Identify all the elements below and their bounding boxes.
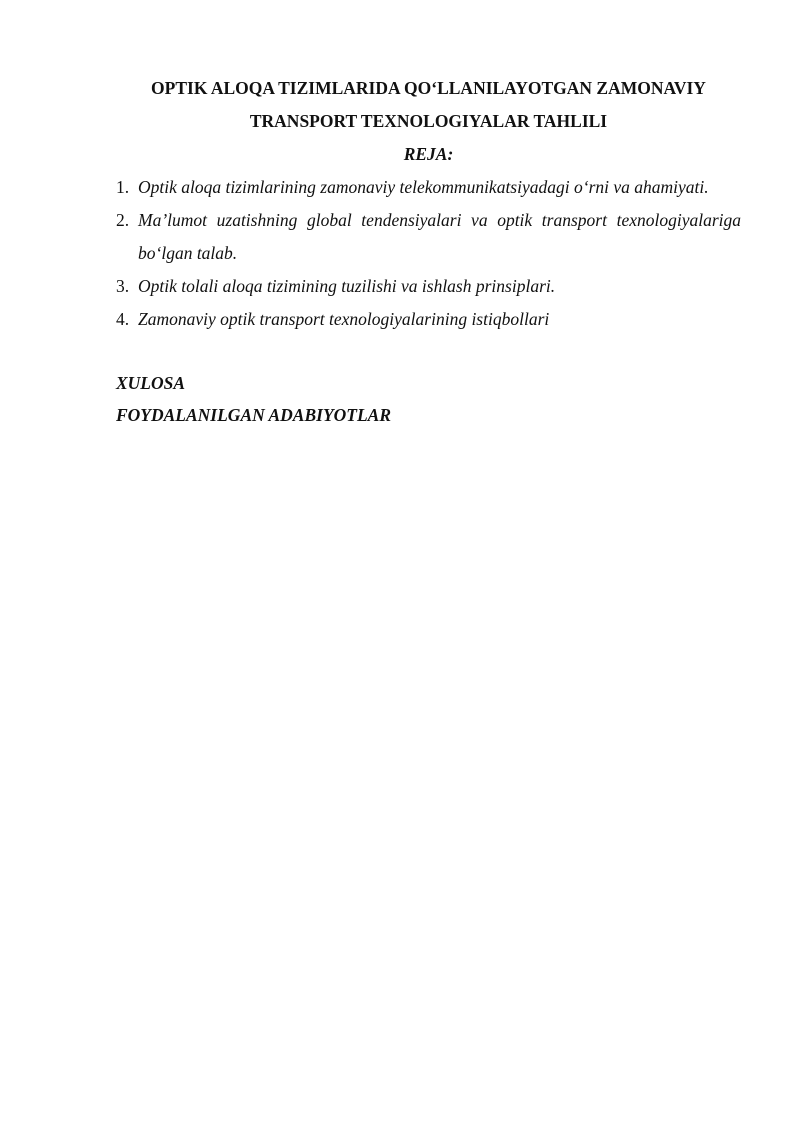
plan-item-3 — [116, 270, 741, 303]
references-heading: FOYDALANILGAN ADABIYOTLAR — [116, 405, 392, 425]
conclusion-heading: XULOSA — [116, 373, 186, 393]
plan-list — [116, 171, 741, 336]
plan-item-1 — [116, 171, 741, 204]
title-line-2: TRANSPORT TEXNOLOGIYALAR TAHLILI — [249, 111, 608, 131]
plan-item-text: Zamonaviy optik transport texnologiyalarining istiqbollari — [138, 309, 550, 329]
plan-item-text: Optik tolali aloqa tizimining tuzilishi va ishlash prinsiplari. — [138, 276, 556, 296]
document-page — [116, 72, 741, 431]
plan-item-text: Ma’lumot uzatishning global tendensiyalari va optik transport texnologiyalariga bo‘lgan talab. — [138, 210, 741, 263]
title-line-1: OPTIK ALOQA TIZIMLARIDA QO‘LLANILAYOTGAN ZAMONAVIY — [151, 78, 706, 98]
plan-item-number: 2. — [116, 210, 130, 230]
plan-item-2 — [116, 204, 741, 270]
plan-item-text: Optik aloqa tizimlarining zamonaviy telekommunikatsiyadagi o‘rni va ahamiyati. — [138, 177, 709, 197]
plan-item-4 — [116, 303, 741, 336]
plan-item-number: 4. — [116, 309, 130, 329]
document-title — [116, 72, 741, 138]
plan-heading: REJA: — [403, 144, 454, 164]
plan-item-number: 1. — [116, 177, 130, 197]
plan-item-number: 3. — [116, 276, 130, 296]
section-spacer — [116, 336, 741, 367]
